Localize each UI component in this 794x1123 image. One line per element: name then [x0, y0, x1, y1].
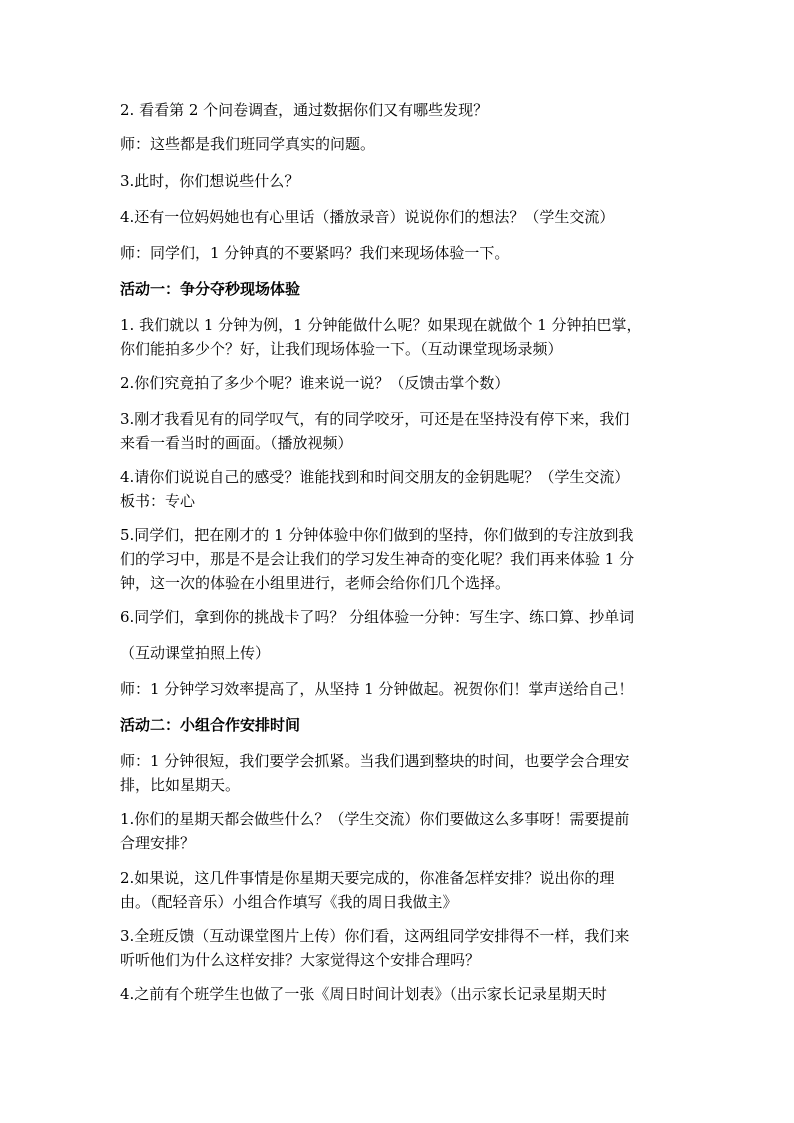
- paragraph-1: 2. 看看第 2 个问卷调查，通过数据你们又有哪些发现？: [120, 101, 489, 119]
- paragraph-13: （互动课堂拍照上传）: [120, 644, 271, 662]
- paragraph-20: 4.之前有个班学生也做了一张《周日时间计划表》（出示家长记录星期天时: [120, 985, 607, 1003]
- paragraph-12: 6.同学们，拿到你的挑战卡了吗？ 分组体验一分钟：写生字、练口算、抄单词: [120, 608, 635, 626]
- paragraph-7: 1. 我们就以 1 分钟为例，1 分钟能做什么呢？如果现在就做个 1 分钟拍巴掌， 你们能拍多少个？好，让我们现场体验一下。（互动课堂现场录频）: [120, 316, 642, 358]
- paragraph-18: 2.如果说，这几件事情是你星期天要完成的，你准备怎样安排？说出你的理 由。（配轻音乐）小组合作填写《我的周日我做主》: [120, 869, 615, 911]
- paragraph-2: 师：这些都是我们班同学真实的问题。: [120, 135, 376, 153]
- section-heading-activity-1: 活动一：争分夺秒现场体验: [120, 280, 301, 298]
- paragraph-16: 师：1 分钟很短，我们要学会抓紧。当我们遇到整块的时间，也要学会合理安 排，比如星期天。: [120, 752, 630, 794]
- paragraph-3: 3.此时，你们想说些什么？: [120, 172, 300, 190]
- paragraph-10: 4.请你们说说自己的感受？谁能找到和时间交朋友的金钥匙呢？（学生交流） 板书：专心: [120, 468, 630, 510]
- paragraph-9: 3.刚才我看见有的同学叹气，有的同学咬牙，可还是在坚持没有停下来，我们 来看一看当时的画面。（播放视频）: [120, 410, 630, 452]
- paragraph-4: 4.还有一位妈妈她也有心里话（播放录音）说说你们的想法？（学生交流）: [120, 208, 615, 226]
- paragraph-14: 师：1 分钟学习效率提高了，从坚持 1 分钟做起。祝贺你们！掌声送给自己！: [120, 680, 634, 698]
- paragraph-17: 1.你们的星期天都会做些什么？（学生交流）你们要做这么多事呀！需要提前 合理安排？: [120, 810, 630, 852]
- paragraph-19: 3.全班反馈（互动课堂图片上传）你们看，这两组同学安排得不一样，我们来 听听他们为什么这样安排？大家觉得这个安排合理吗？: [120, 927, 630, 969]
- paragraph-8: 2.你们究竟拍了多少个呢？谁来说一说？（反馈击掌个数）: [120, 374, 510, 392]
- paragraph-11: 5.同学们，把在刚才的 1 分钟体验中你们做到的坚持，你们做到的专注放到我 们的学习中，那是不是会让我们的学习发生神奇的变化呢？我们再来体验 1 分 钟，这一次的体验在小组里进行，老师会给你们几个选择。: [120, 526, 635, 592]
- section-heading-activity-2: 活动二：小组合作安排时间: [120, 716, 301, 734]
- paragraph-5: 师：同学们，1 分钟真的不要紧吗？我们来现场体验一下。: [120, 244, 510, 262]
